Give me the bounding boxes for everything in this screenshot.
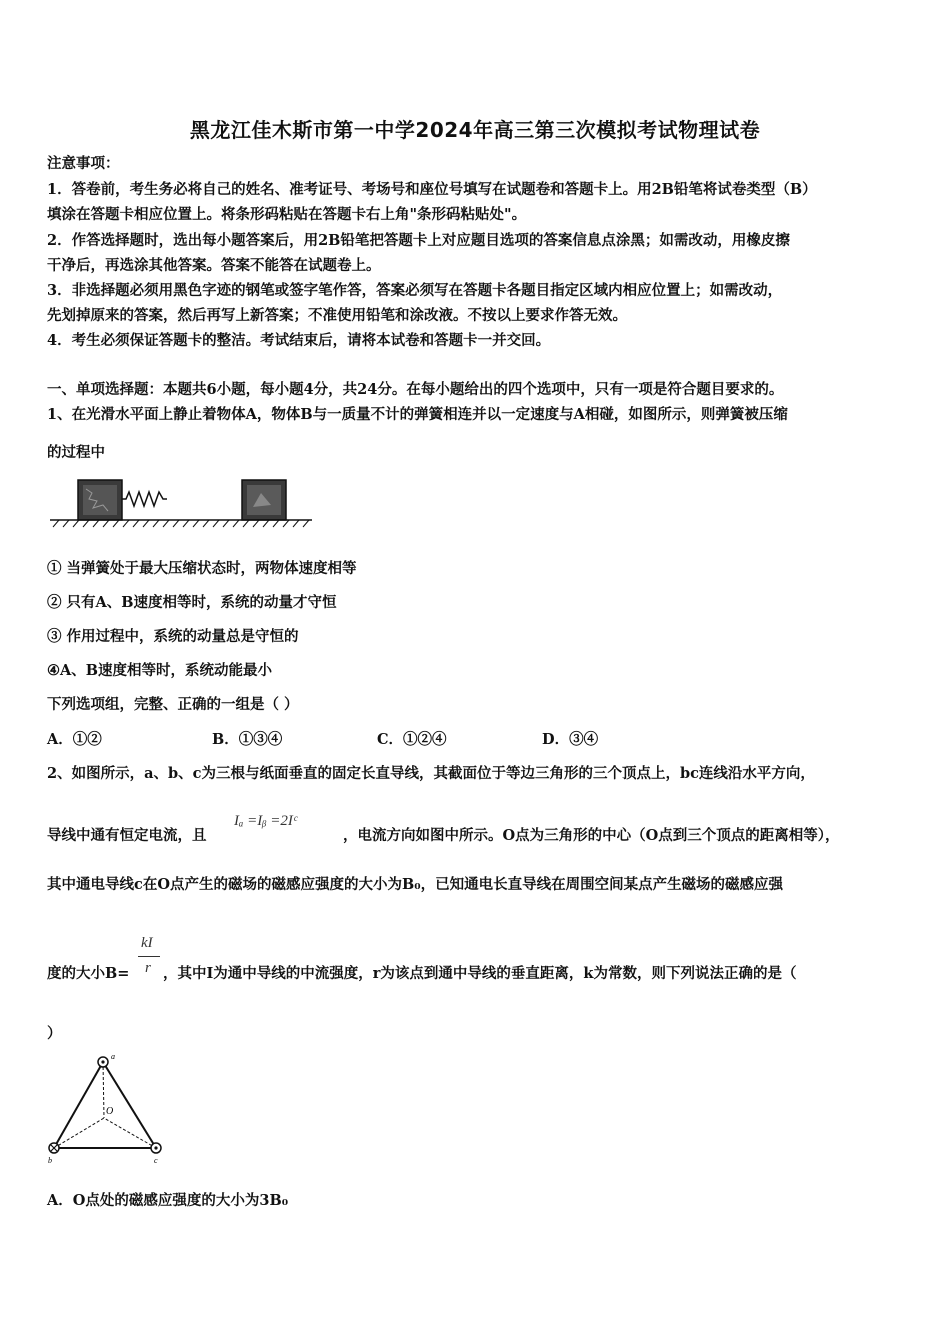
vertex-label-a: a xyxy=(111,1052,115,1061)
notice-line-4: 4．考生必须保证答题卡的整洁。考试结束后，请将本试卷和答题卡一并交回。 xyxy=(47,332,551,349)
q1-statement-3: ③ 作用过程中，系统的动量总是守恒的 xyxy=(47,628,299,645)
vertex-label-b: b xyxy=(48,1156,52,1165)
notice-line-3: 3．非选择题必须用黑色字迹的钢笔或签字笔作答，答案必须写在答题卡各题目指定区域内相应位置上；如需改动， xyxy=(47,282,783,299)
q1-stem-2: 的过程中 xyxy=(47,444,105,461)
notice-line-2b: 干净后，再选涂其他答案。答案不能答在试题卷上。 xyxy=(47,257,381,274)
q1-statement-2: ② 只有A、B速度相等时，系统的动量才守恒 xyxy=(47,594,337,611)
formula-numerator: kI xyxy=(141,935,153,951)
center-label-o: O xyxy=(106,1106,114,1117)
vertex-label-c: c xyxy=(154,1156,158,1165)
q1-collision-figure xyxy=(50,475,315,530)
q1-stem-1: 1、在光滑水平面上静止着物体A，物体B与一质量不计的弹簧相连并以一定速度与A相碰，如图所示，则弹簧被压缩 xyxy=(47,406,788,423)
formula-fraction-bar xyxy=(138,956,160,957)
q2-current-relation: Iₐ =Iᵦ =2Iᶜ xyxy=(234,813,297,829)
notice-line-3b: 先划掉原来的答案，然后再写上新答案；不准使用铅笔和涂改液。不按以上要求作答无效。 xyxy=(47,307,627,324)
q2-line-1: 2、如图所示，a、b、c为三根与纸面垂直的固定长直导线，其截面位于等边三角形的三个顶点上，bc连线沿水平方向， xyxy=(47,765,815,782)
q2-line-4a: 度的大小B= xyxy=(47,965,130,982)
exam-title: 黑龙江佳木斯市第一中学2024年高三第三次模拟考试物理试卷 xyxy=(189,118,761,142)
formula-denominator: r xyxy=(145,960,151,976)
q1-prompt: 下列选项组，完整、正确的一组是（ ） xyxy=(47,696,299,713)
q2-line-3: 其中通电导线c在O点产生的磁场的磁感应强度的大小为B₀，已知通电长直导线在周围空间某点产生磁场的磁感应强 xyxy=(47,876,784,893)
q2-triangle-figure xyxy=(42,1050,172,1168)
q2-line-4b: ，其中I为通中导线的中流强度，r为该点到通中导线的垂直距离，k为常数，则下列说法正确的是（ xyxy=(163,965,797,982)
notice-line-1: 1．答卷前，考生务必将自己的姓名、准考证号、考场号和座位号填写在试题卷和答题卡上。用2B铅笔将试卷类型（B） xyxy=(47,181,817,198)
q1-option-d[interactable]: D．③④ xyxy=(542,731,599,748)
q2-option-a[interactable]: A．O点处的磁感应强度的大小为3B₀ xyxy=(47,1192,289,1209)
section-heading: 一、单项选择题：本题共6小题，每小题4分，共24分。在每小题给出的四个选项中，只有一项是符合题目要求的。 xyxy=(47,381,784,398)
notice-line-1b: 填涂在答题卡相应位置上。将条形码粘贴在答题卡右上角"条形码粘贴处"。 xyxy=(47,206,527,223)
q2-line-2b: ，电流方向如图中所示。O点为三角形的中心（O点到三个顶点的距离相等）， xyxy=(343,827,840,844)
q1-option-c[interactable]: C．①②④ xyxy=(377,731,447,748)
q1-statement-4: ④A、B速度相等时，系统动能最小 xyxy=(47,662,273,679)
q1-option-b[interactable]: B．①③④ xyxy=(212,731,283,748)
q2-line-2a: 导线中通有恒定电流，且 xyxy=(47,827,207,844)
notice-line-2: 2．作答选择题时，选出每小题答案后，用2B铅笔把答题卡上对应题目选项的答案信息点涂黑；如需改动，用橡皮擦 xyxy=(47,232,790,249)
q1-statement-1: ① 当弹簧处于最大压缩状态时，两物体速度相等 xyxy=(47,560,357,577)
notice-heading: 注意事项： xyxy=(47,155,120,172)
q2-line-5: ） xyxy=(47,1025,62,1042)
q1-option-a[interactable]: A．①② xyxy=(47,731,102,748)
